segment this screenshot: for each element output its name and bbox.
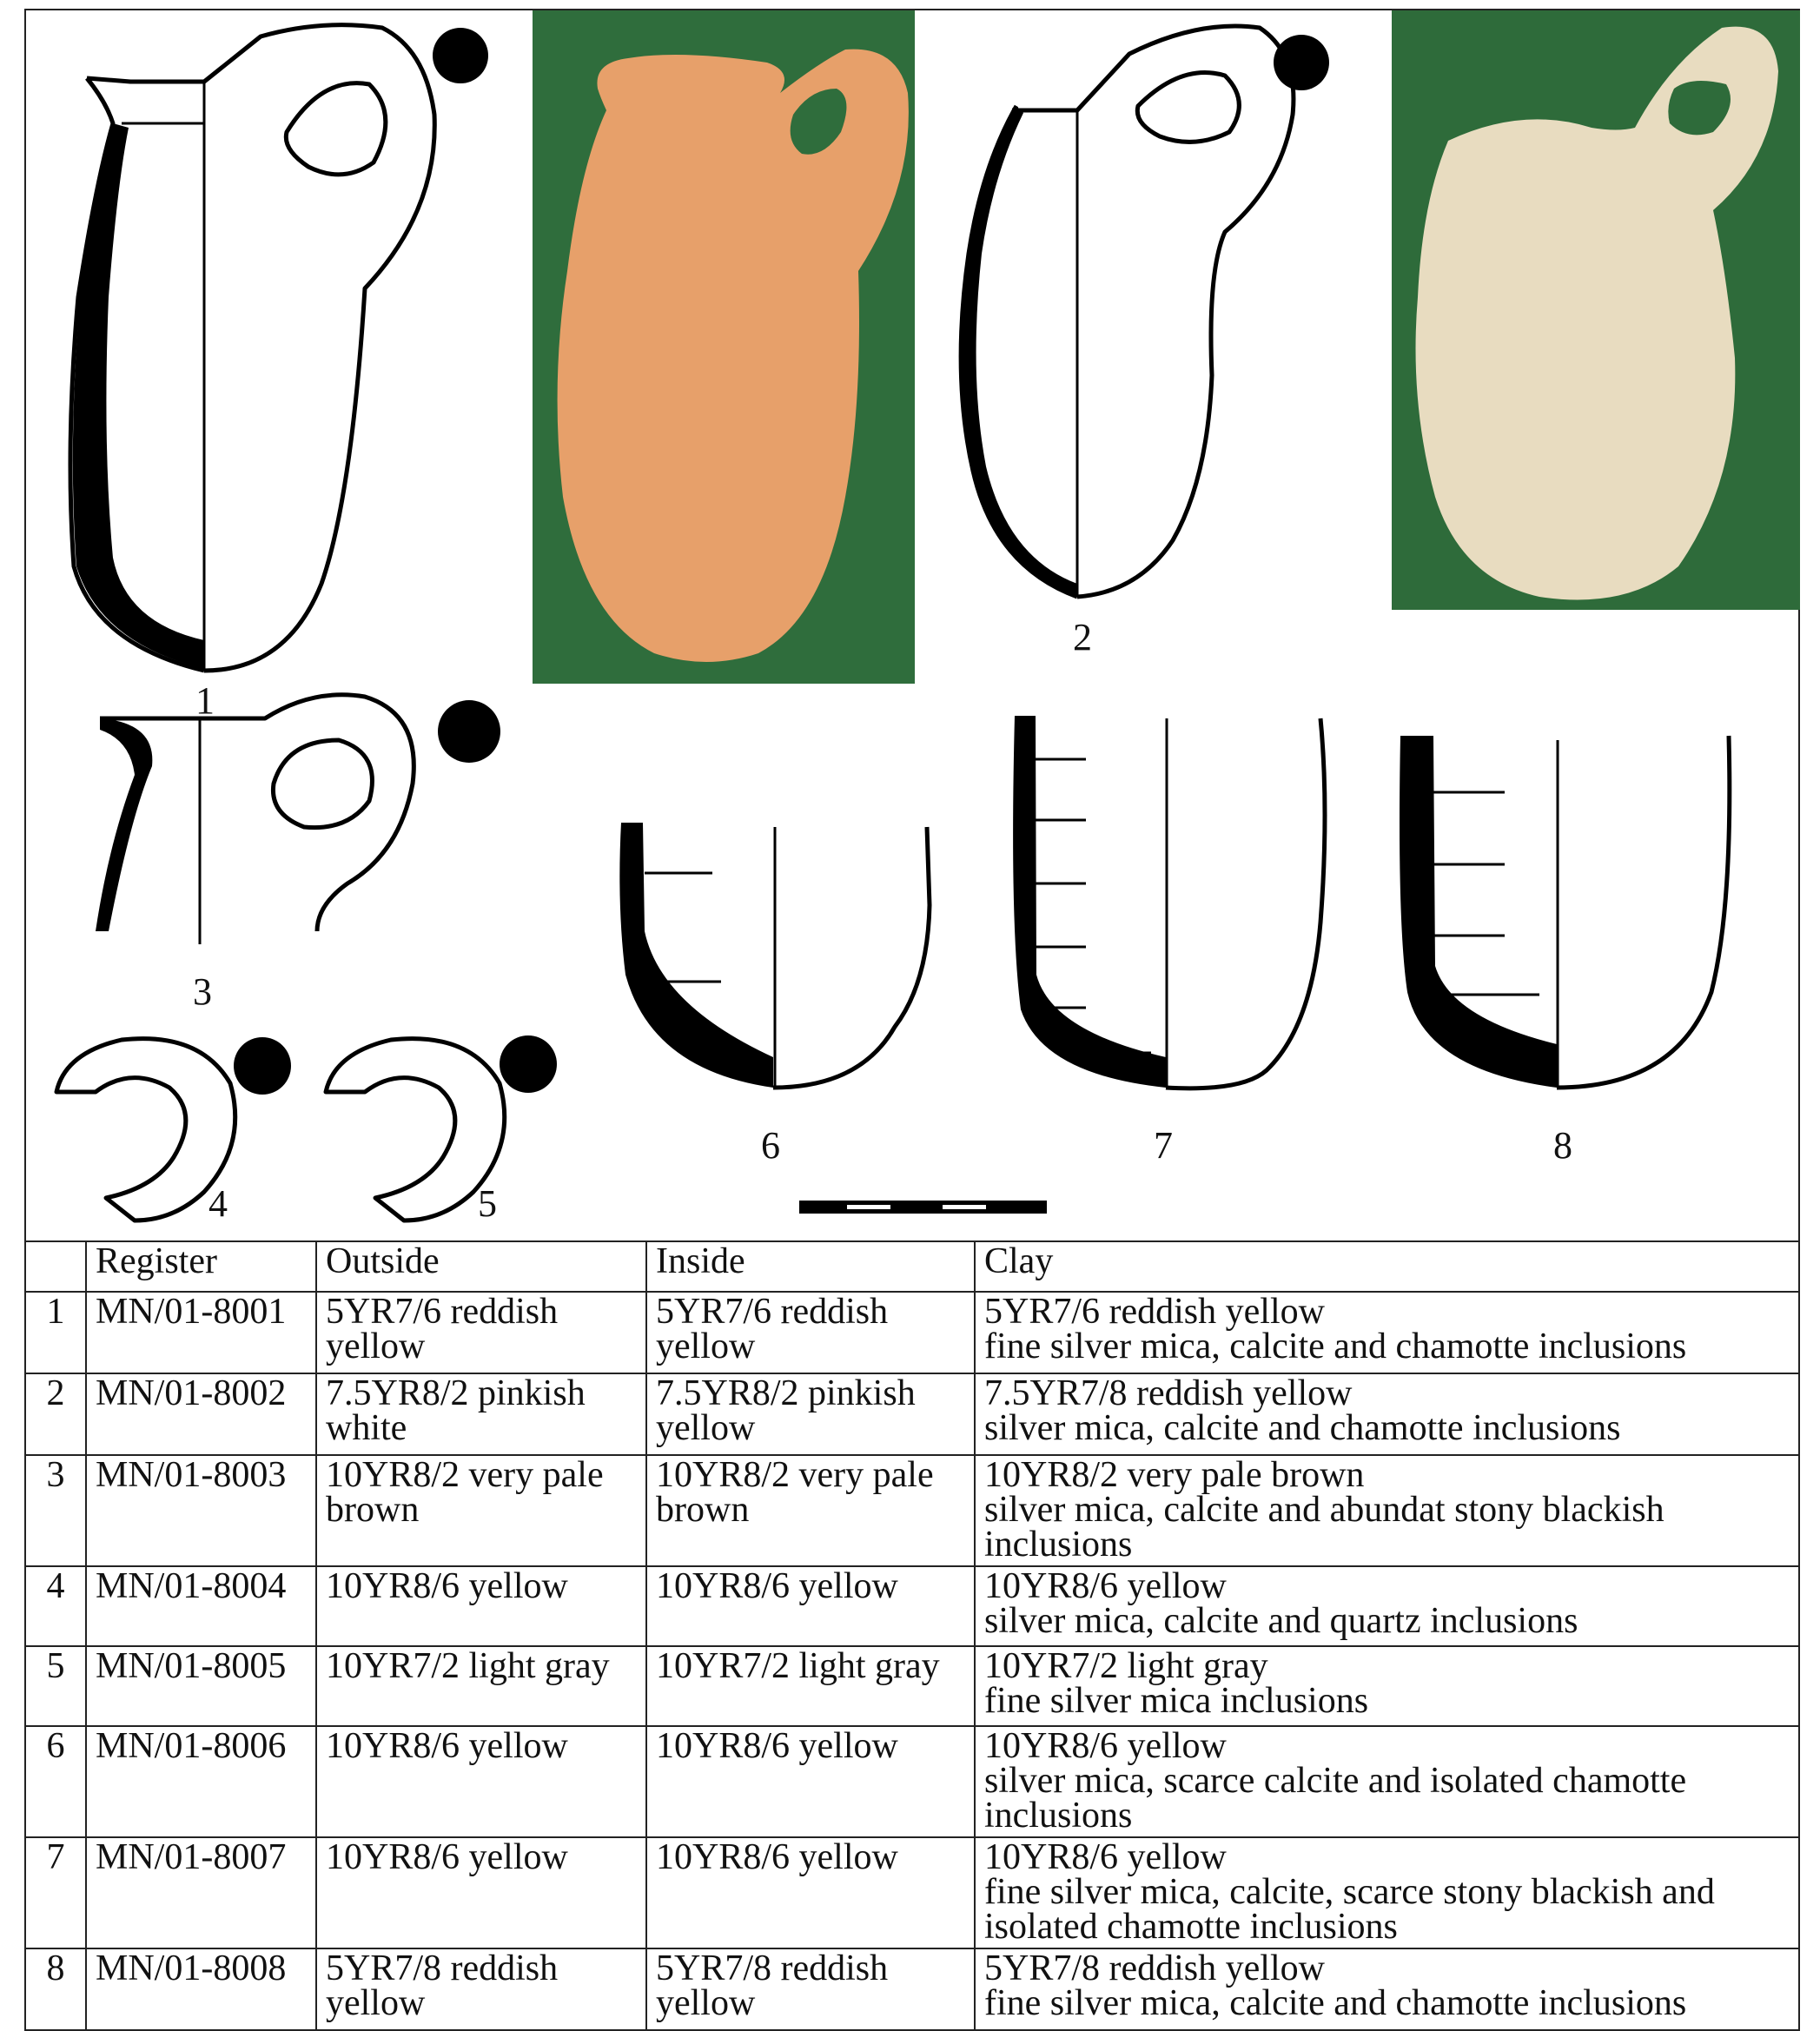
cell-outside: 10YR8/2 very pale brown bbox=[316, 1455, 646, 1566]
cell-clay bbox=[975, 1726, 1799, 1837]
cell-register: MN/01-8001 bbox=[86, 1292, 316, 1373]
cell-register: MN/01-8004 bbox=[86, 1566, 316, 1646]
pale-jug-photo bbox=[1392, 10, 1800, 610]
catalogue-table bbox=[24, 1240, 1800, 2031]
cell-inside: 10YR7/2 light gray bbox=[646, 1646, 975, 1726]
cell-inside: 7.5YR8/2 pinkish yellow bbox=[646, 1373, 975, 1455]
jug-1-profile bbox=[70, 25, 434, 671]
table-row bbox=[25, 1566, 1799, 1646]
table-row bbox=[25, 1455, 1799, 1566]
base-6-profile bbox=[619, 823, 930, 1088]
header-number bbox=[25, 1241, 86, 1292]
cell-number: 7 bbox=[25, 1837, 86, 1948]
cell-register: MN/01-8005 bbox=[86, 1646, 316, 1726]
figure-label-2: 2 bbox=[1073, 616, 1092, 658]
fragment-3-profile bbox=[96, 695, 414, 944]
clay-colour: 5YR7/8 reddish yellow bbox=[984, 1948, 1325, 1988]
clay-colour: 7.5YR7/8 reddish yellow bbox=[984, 1373, 1353, 1413]
cell-clay bbox=[975, 1837, 1799, 1948]
cell-clay bbox=[975, 1948, 1799, 2030]
clay-colour: 10YR8/6 yellow bbox=[984, 1566, 1227, 1606]
cell-inside: 10YR8/2 very pale brown bbox=[646, 1455, 975, 1566]
cell-outside: 5YR7/8 reddish yellow bbox=[316, 1948, 646, 2030]
cell-inside: 10YR8/6 yellow bbox=[646, 1726, 975, 1837]
cell-number: 2 bbox=[25, 1373, 86, 1455]
cell-outside: 7.5YR8/2 pinkish white bbox=[316, 1373, 646, 1455]
cell-outside: 10YR8/6 yellow bbox=[316, 1837, 646, 1948]
clay-inclusions: fine silver mica, calcite, scarce stony blackish and isolated chamotte inclusions bbox=[984, 1872, 1715, 1947]
cell-number: 5 bbox=[25, 1646, 86, 1726]
table-row bbox=[25, 1646, 1799, 1726]
jug-2-profile bbox=[961, 26, 1294, 597]
table-row bbox=[25, 1837, 1799, 1948]
cell-outside: 10YR7/2 light gray bbox=[316, 1646, 646, 1726]
clay-inclusions: silver mica, calcite and quartz inclusions bbox=[984, 1601, 1578, 1641]
table-row bbox=[25, 1292, 1799, 1373]
cell-number: 8 bbox=[25, 1948, 86, 2030]
clay-inclusions: fine silver mica, calcite and chamotte inclusions bbox=[984, 1326, 1687, 1366]
clay-colour: 5YR7/6 reddish yellow bbox=[984, 1292, 1325, 1332]
clay-inclusions: silver mica, scarce calcite and isolated chamotte inclusions bbox=[984, 1761, 1687, 1836]
header-clay: Clay bbox=[975, 1241, 1799, 1292]
table-body bbox=[25, 1292, 1799, 2030]
clay-inclusions: silver mica, calcite and abundat stony blackish inclusions bbox=[984, 1490, 1664, 1565]
handle-5-section bbox=[500, 1035, 557, 1093]
cell-clay bbox=[975, 1646, 1799, 1726]
cell-outside: 10YR8/6 yellow bbox=[316, 1566, 646, 1646]
cell-register: MN/01-8008 bbox=[86, 1948, 316, 2030]
cell-number: 1 bbox=[25, 1292, 86, 1373]
cell-outside: 10YR8/6 yellow bbox=[316, 1726, 646, 1837]
cell-inside: 5YR7/6 reddish yellow bbox=[646, 1292, 975, 1373]
header-inside: Inside bbox=[646, 1241, 975, 1292]
figure-label-4: 4 bbox=[208, 1182, 228, 1225]
pottery-plate bbox=[24, 9, 1800, 1242]
fragment-3-handle-section bbox=[438, 700, 500, 763]
header-register: Register bbox=[86, 1241, 316, 1292]
clay-inclusions: silver mica, calcite and chamotte inclusions bbox=[984, 1408, 1621, 1448]
table-header-row bbox=[25, 1241, 1799, 1292]
cell-register: MN/01-8002 bbox=[86, 1373, 316, 1455]
header-outside: Outside bbox=[316, 1241, 646, 1292]
figure-label-7: 7 bbox=[1154, 1124, 1173, 1167]
figure-label-8: 8 bbox=[1553, 1124, 1572, 1167]
cell-inside: 10YR8/6 yellow bbox=[646, 1566, 975, 1646]
figure-label-6: 6 bbox=[761, 1124, 780, 1167]
cell-register: MN/01-8006 bbox=[86, 1726, 316, 1837]
cell-register: MN/01-8007 bbox=[86, 1837, 316, 1948]
figure-label-5: 5 bbox=[478, 1182, 497, 1225]
clay-colour: 10YR7/2 light gray bbox=[984, 1646, 1268, 1686]
clay-inclusions: fine silver mica inclusions bbox=[984, 1681, 1369, 1721]
cell-clay bbox=[975, 1292, 1799, 1373]
jug-1-handle-section bbox=[433, 28, 488, 83]
figure-label-1: 1 bbox=[195, 679, 215, 722]
clay-inclusions: fine silver mica, calcite and chamotte inclusions bbox=[984, 1983, 1687, 2023]
cell-inside: 10YR8/6 yellow bbox=[646, 1837, 975, 1948]
cell-clay bbox=[975, 1455, 1799, 1566]
table-row bbox=[25, 1726, 1799, 1837]
cell-register: MN/01-8003 bbox=[86, 1455, 316, 1566]
handle-4-section bbox=[234, 1037, 291, 1095]
cell-number: 4 bbox=[25, 1566, 86, 1646]
cell-clay bbox=[975, 1373, 1799, 1455]
base-7-profile bbox=[1013, 716, 1325, 1088]
cell-number: 3 bbox=[25, 1455, 86, 1566]
scale-bar bbox=[799, 1201, 1047, 1214]
jug-2-handle-section bbox=[1274, 35, 1329, 90]
cell-clay bbox=[975, 1566, 1799, 1646]
cell-outside: 5YR7/6 reddish yellow bbox=[316, 1292, 646, 1373]
table-row bbox=[25, 1948, 1799, 2030]
cell-inside: 5YR7/8 reddish yellow bbox=[646, 1948, 975, 2030]
clay-colour: 10YR8/6 yellow bbox=[984, 1837, 1227, 1877]
clay-colour: 10YR8/2 very pale brown bbox=[984, 1455, 1365, 1495]
reddish-yellow-jug-photo bbox=[533, 10, 915, 684]
figure-label-3: 3 bbox=[193, 970, 212, 1013]
table-row bbox=[25, 1373, 1799, 1455]
base-8-profile bbox=[1400, 736, 1730, 1088]
cell-number: 6 bbox=[25, 1726, 86, 1837]
clay-colour: 10YR8/6 yellow bbox=[984, 1726, 1227, 1766]
